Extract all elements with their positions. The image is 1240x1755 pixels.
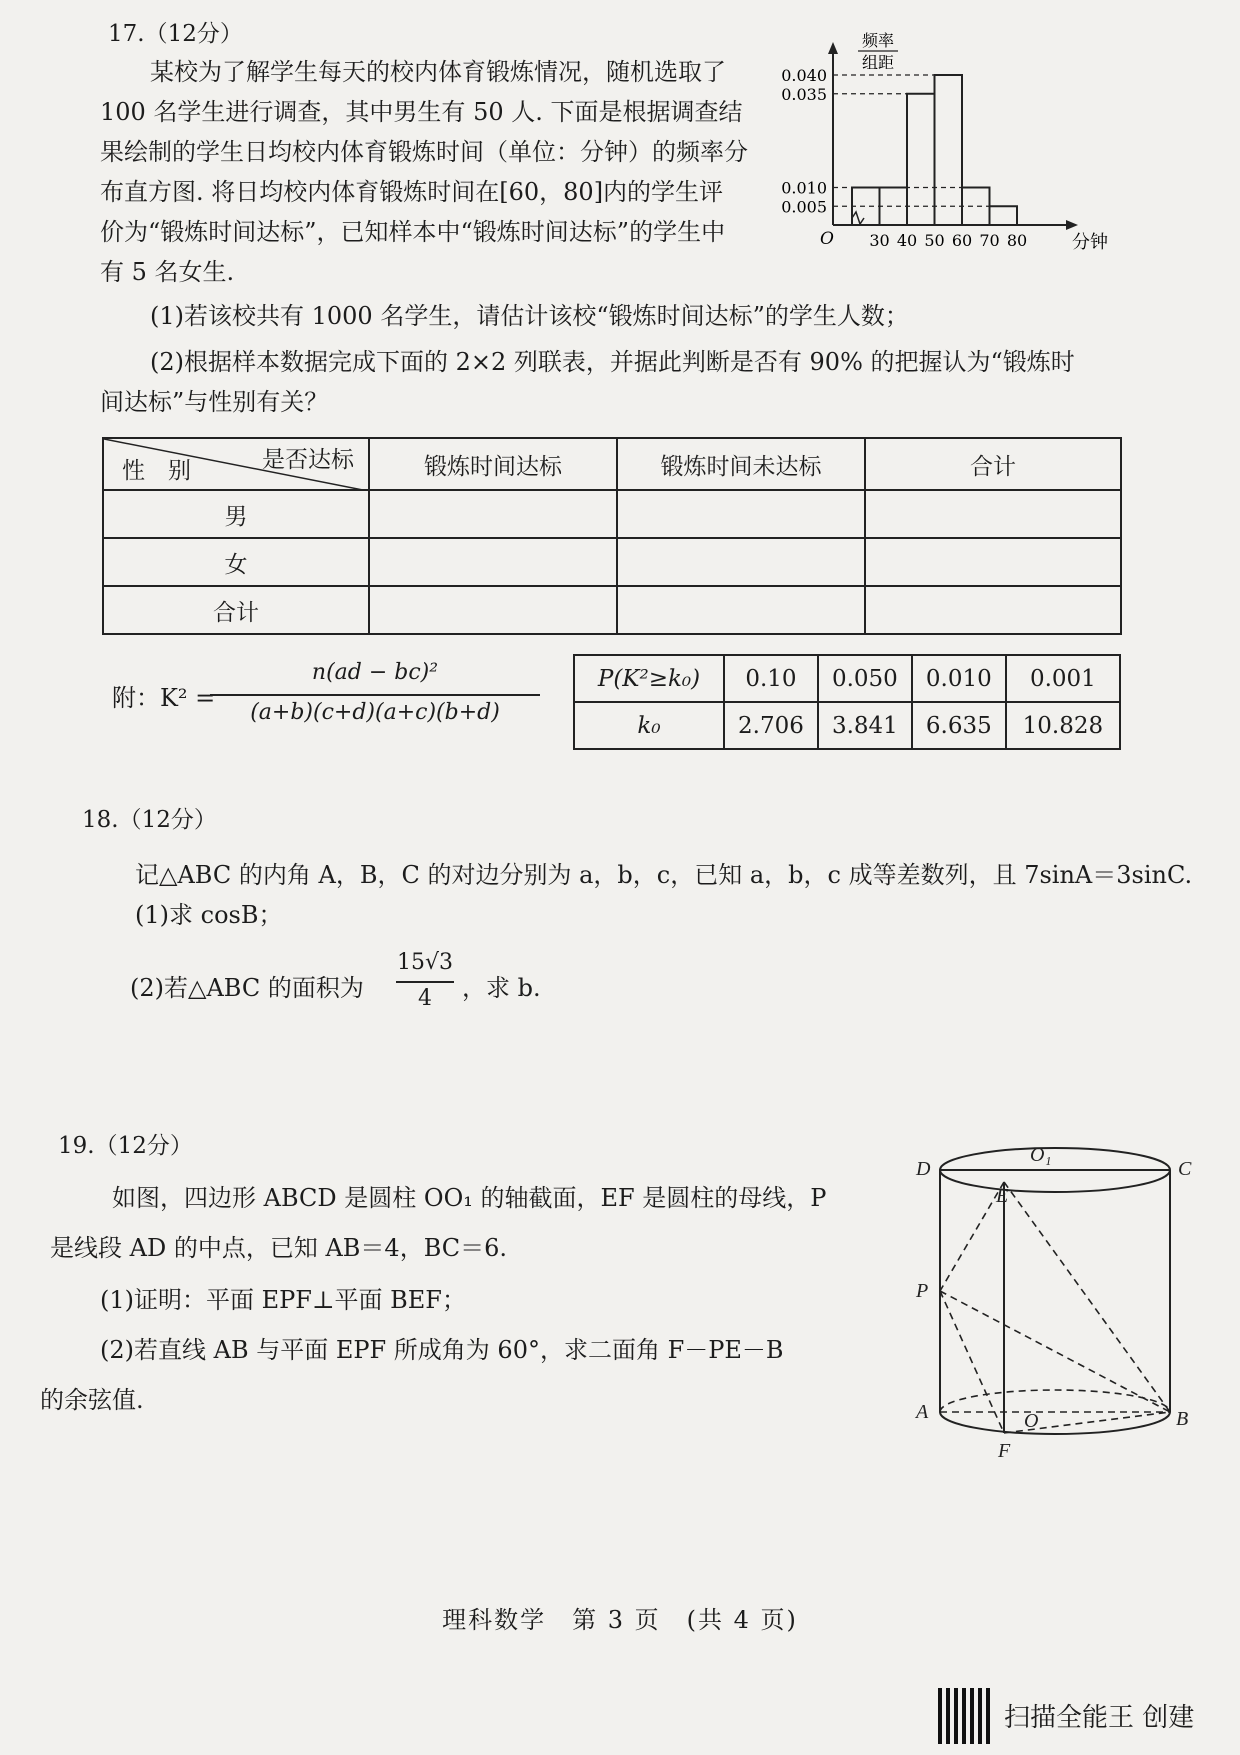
q17-line-6: 有 5 名女生. bbox=[100, 258, 235, 286]
q19-header: 19.（12分） bbox=[58, 1133, 193, 1159]
segment-EB bbox=[1004, 1182, 1170, 1412]
p-value: 0.010 bbox=[912, 655, 1006, 702]
origin-label: O bbox=[820, 229, 834, 249]
histogram-bar bbox=[852, 188, 880, 226]
q18-frac-numerator: 15√3 bbox=[396, 950, 453, 975]
formula-denominator: (a+b)(c+d)(a+c)(b+d) bbox=[250, 700, 500, 725]
x-tick-label: 40 bbox=[896, 231, 918, 250]
x-tick-label: 70 bbox=[979, 231, 1000, 250]
x-tick-label: 60 bbox=[951, 231, 973, 250]
label-O: O bbox=[1024, 1410, 1039, 1432]
bottom-front-arc bbox=[940, 1412, 1170, 1434]
k-label: k₀ bbox=[574, 702, 724, 749]
q18-header: 18.（12分） bbox=[82, 807, 217, 833]
header-col-2: 锻炼时间未达标 bbox=[617, 438, 865, 490]
table-corner-cell bbox=[103, 438, 369, 490]
q18-part2-suffix: ，求 b. bbox=[462, 974, 541, 1002]
histogram-bar bbox=[990, 206, 1018, 225]
label-D: D bbox=[916, 1158, 931, 1180]
axis-break bbox=[852, 212, 864, 224]
q17-part1: (1)若该校共有 1000 名学生，请估计该校“锻炼时间达标”的学生人数； bbox=[150, 302, 909, 330]
row-label-total: 合计 bbox=[103, 586, 369, 634]
label-E: E bbox=[996, 1185, 1009, 1207]
q17-line-2: 100 名学生进行调查，其中男生有 50 人. 下面是根据调查结 bbox=[100, 98, 743, 126]
cell-female-total bbox=[865, 538, 1121, 586]
q17-part2a: (2)根据样本数据完成下面的 2×2 列联表，并据此判断是否有 90% 的把握认为“锻炼时 bbox=[150, 348, 1075, 376]
y-tick-label: 0.035 bbox=[781, 84, 827, 104]
q19-part1: (1)证明：平面 EPF⊥平面 BEF； bbox=[100, 1286, 466, 1314]
segment-EP bbox=[940, 1182, 1004, 1291]
q17-part2b: 间达标”与性别有关？ bbox=[100, 388, 329, 416]
row-label-female: 女 bbox=[103, 538, 369, 586]
x-axis-label: 分钟 bbox=[1072, 232, 1108, 253]
page-footer: 理科数学 第 3 页 (共 4 页) bbox=[442, 1606, 798, 1634]
p-value: 0.001 bbox=[1006, 655, 1120, 702]
cell-total-pass bbox=[369, 586, 617, 634]
segment-PB bbox=[940, 1291, 1170, 1412]
y-axis-label-bottom: 组距 bbox=[861, 53, 895, 72]
label-B: B bbox=[1176, 1408, 1189, 1430]
p-value: 0.050 bbox=[818, 655, 912, 702]
p-label: P(K²≥k₀) bbox=[574, 655, 724, 702]
q18-frac-bar bbox=[396, 981, 454, 983]
scanner-watermark: 扫描全能王 创建 bbox=[1004, 1703, 1195, 1733]
cell-male-total bbox=[865, 490, 1121, 538]
x-axis-arrow bbox=[1066, 220, 1078, 230]
q19-line-1: 如图，四边形 ABCD 是圆柱 OO₁ 的轴截面，EF 是圆柱的母线，P bbox=[112, 1184, 827, 1212]
cell-total-total bbox=[865, 586, 1121, 634]
k-value: 3.841 bbox=[818, 702, 912, 749]
histogram-bar bbox=[907, 94, 935, 225]
frequency-histogram bbox=[770, 30, 1170, 260]
cell-male-pass bbox=[369, 490, 617, 538]
critical-value-table bbox=[573, 654, 1121, 750]
label-P: P bbox=[916, 1280, 929, 1302]
y-axis-label-top: 频率 bbox=[861, 31, 895, 50]
label-O1: O₁ bbox=[1030, 1144, 1052, 1166]
corner-bottom-label: 性 别 bbox=[122, 458, 191, 484]
q18-part1: (1)求 cosB； bbox=[135, 901, 283, 929]
segment-PF bbox=[940, 1291, 1004, 1433]
q19-line-2: 是线段 AD 的中点，已知 AB＝4，BC＝6. bbox=[50, 1234, 508, 1262]
q17-line-4: 布直方图. 将日均校内体育锻炼时间在[60，80]内的学生评 bbox=[100, 178, 724, 206]
qr-code-icon bbox=[938, 1688, 994, 1744]
y-tick-label: 0.040 bbox=[781, 66, 827, 85]
formula-numerator: n(ad − bc)² bbox=[311, 660, 439, 685]
histogram-bar bbox=[935, 75, 963, 225]
y-tick-label: 0.005 bbox=[781, 197, 827, 217]
label-F: F bbox=[998, 1440, 1011, 1462]
label-C: C bbox=[1178, 1158, 1192, 1180]
cell-total-fail bbox=[617, 586, 865, 634]
row-label-male: 男 bbox=[103, 490, 369, 538]
q17-header: 17.（12分） bbox=[108, 21, 243, 47]
label-A: A bbox=[916, 1401, 929, 1423]
k-value: 6.635 bbox=[912, 702, 1006, 749]
p-value: 0.10 bbox=[724, 655, 818, 702]
cell-female-pass bbox=[369, 538, 617, 586]
k-value: 10.828 bbox=[1006, 702, 1120, 749]
header-col-3: 合计 bbox=[865, 438, 1121, 490]
cell-female-fail bbox=[617, 538, 865, 586]
y-axis-arrow bbox=[828, 42, 838, 54]
x-tick-label: 30 bbox=[869, 231, 890, 250]
header-col-1: 锻炼时间达标 bbox=[369, 438, 617, 490]
q19-part2: (2)若直线 AB 与平面 EPF 所成角为 60°，求二面角 F－PE－B bbox=[100, 1336, 784, 1364]
cell-male-fail bbox=[617, 490, 865, 538]
k-value: 2.706 bbox=[724, 702, 818, 749]
formula-fraction-bar bbox=[210, 694, 540, 696]
q18-line-1: 记△ABC 的内角 A，B，C 的对边分别为 a，b，c，已知 a，b，c 成等差数列，且 7sinA＝3sinC. bbox=[135, 861, 1193, 889]
formula-prefix: 附：K² = bbox=[112, 684, 216, 712]
q17-line-5: 价为“锻炼时间达标”，已知样本中“锻炼时间达标”的学生中 bbox=[100, 218, 726, 246]
q18-frac-denominator: 4 bbox=[418, 986, 432, 1011]
corner-top-label: 是否达标 bbox=[262, 447, 354, 473]
q19-part2b: 的余弦值. bbox=[40, 1386, 144, 1414]
q17-line-1: 某校为了解学生每天的校内体育锻炼情况，随机选取了 bbox=[150, 58, 726, 86]
q18-part2-prefix: (2)若△ABC 的面积为 bbox=[130, 974, 364, 1002]
x-tick-label: 50 bbox=[924, 231, 945, 250]
y-tick-label: 0.010 bbox=[781, 178, 827, 198]
histogram-bar bbox=[880, 188, 908, 226]
cylinder-figure bbox=[900, 1135, 1200, 1475]
q17-line-3: 果绘制的学生日均校内体育锻炼时间（单位：分钟）的频率分 bbox=[100, 138, 748, 166]
histogram-bar bbox=[962, 188, 990, 226]
contingency-table bbox=[102, 437, 1122, 635]
x-tick-label: 80 bbox=[1006, 231, 1028, 250]
